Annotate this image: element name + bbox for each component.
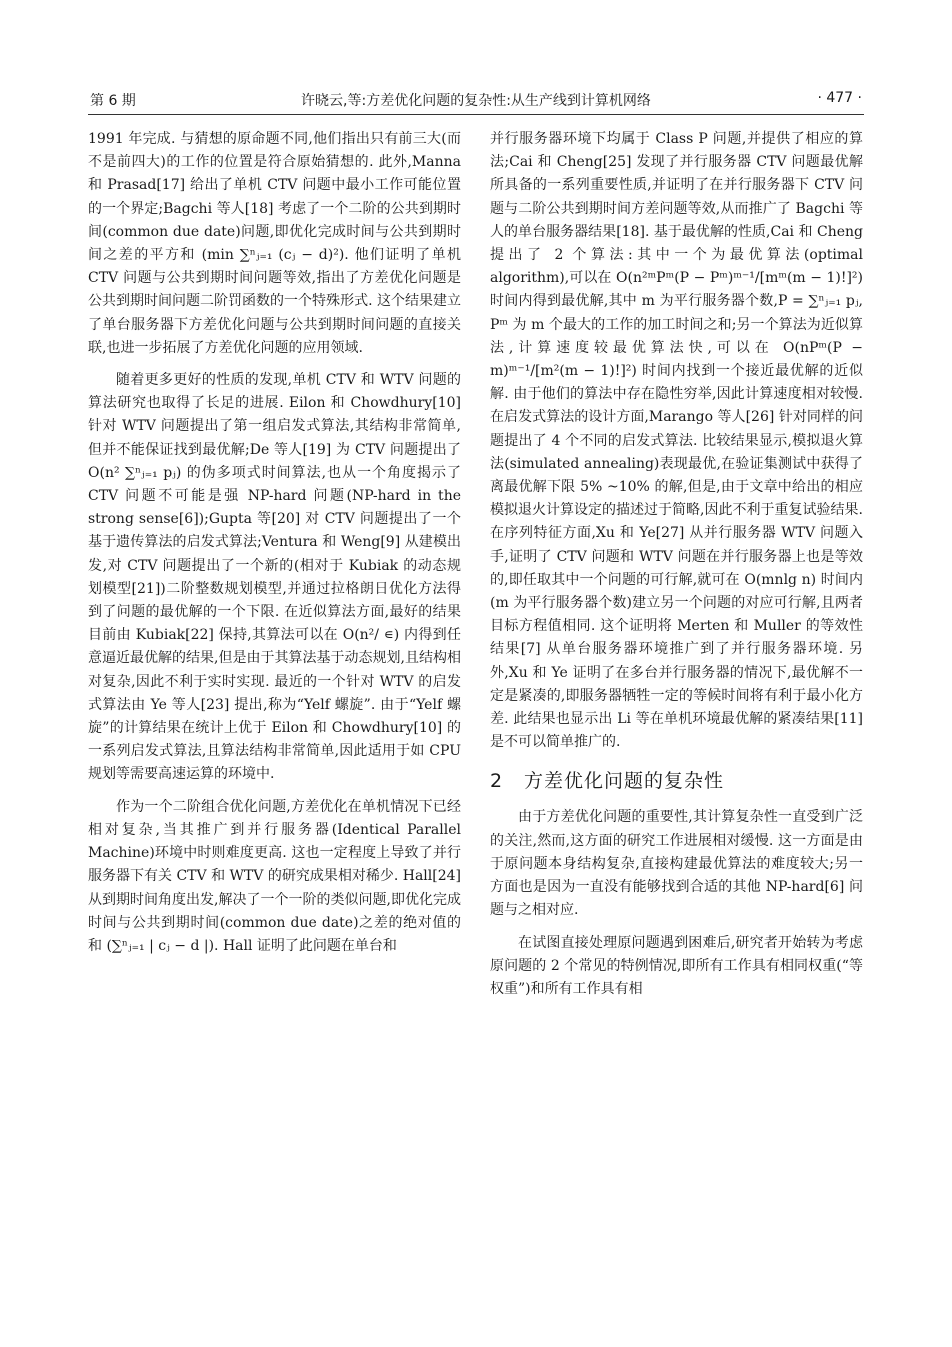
running-title: 许晓云,等:方差优化问题的复杂性:从生产线到计算机网络 bbox=[301, 93, 651, 109]
paragraph: 1991 年完成. 与猜想的原命题不同,他们指出只有前三大(而不是前四大)的工作的位置是符合原始猜想的. 此外,Manna 和 Prasad[17] 给出了单机 CTV 问题中最小工作可能位置的一个界定;Bagchi 等人[18] 考虑了一个二阶的公共到期时间(common due date)问题,即优化完成时间与公共到期时间之差的平方和 (min ∑ⁿⱼ₌₁ (cⱼ − d)²). 他们证明了单机 CTV 问题与公共到期时间问题等效,指出了方差优化问题是公共到期时间问题二阶罚函数的一个特殊形式. 这个结果建立了单台服务器下方差优化问题与公共到期时间问题的直接关联,也进一步拓展了方差优化问题的应用领域. bbox=[88, 131, 461, 356]
issue-number: 第 6 期 bbox=[90, 93, 136, 109]
paragraph: 并行服务器环境下均属于 Class P 问题,并提供了相应的算法;Cai 和 Cheng[25] 发现了并行服务器 CTV 问题最优解所具备的一系列重要性质,并证明了在并行服务器下 CTV 问题与二阶公共到期时间方差问题等效,从而推广了 Bagchi 等人的单台服务器结果[18]. 基于最优解的性质,Cai 和 Cheng 提出了 2 个算法:其中一个为最优算法(optimal algorithm),可以在 O(n²ᵐPᵐ(P − Pᵐ)ᵐ⁻¹/[mᵐ(m − 1)!]²) 时间内得到最优解,其中 m 为平行服务器个数,P = ∑ⁿⱼ₌₁ pⱼ, Pᵐ 为 m 个最大的工作的加工时间之和;另一个算法为近似算法,计算速度较最优算法快,可以在 O(nPᵐ(P − m)ᵐ⁻¹/[m²(m − 1)!]²) 时间内找到一个接近最优解的近似解. 由于他们的算法中存在隐性穷举,因此计算速度相对较慢. 在启发式算法的设计方面,Marango 等人[26] 针对同样的问题提出了 4 个不同的启发式算法. 比较结果显示,模拟退火算法(simulated annealing)表现最优,在验证集测试中获得了离最优解下限 5% ~10% 的解,但是,由于文章中给出的相应模拟退火计算设定的描述过于简略,因此不利于重复试验结果. 在序列特征方面,Xu 和 Ye[27] 从并行服务器 WTV 问题入手,证明了 CTV 问题和 WTV 问题在并行服务器上也是等效的,即任取其中一个问题的可行解,就可在 O(mnlg n) 时间内(m 为平行服务器个数)建立另一个问题的对应可行解,且两者目标方程值相同. 这个证明将 Merten 和 Muller 的等效性结果[7] 从单台服务器环境推广到了并行服务器环境. 另外,Xu 和 Ye 证明了在多台并行服务器的情况下,最优解不一定是紧凑的,即服务器牺牲一定的等候时间将有利于最小化方差. 此结果也显示出 Li 等在单机环境最优解的紧凑结果[11] 是不可以简单推广的. bbox=[490, 131, 863, 751]
section-title: 方差优化问题的复杂性 bbox=[524, 770, 725, 793]
page-number: · 477 · bbox=[817, 90, 862, 106]
left-column bbox=[88, 128, 461, 958]
paragraph: 随着更多更好的性质的发现,单机 CTV 和 WTV 问题的算法研究也取得了长足的进展. Eilon 和 Chowdhury[10] 针对 WTV 问题提出了第一组启发式算法,其结构非常简单,但并不能保证找到最优解;De 等人[19] 为 CTV 问题提出了 O(n² ∑ⁿⱼ₌₁ pⱼ) 的伪多项式时间算法,也从一个角度揭示了 CTV 问题不可能是强 NP-hard 问题(NP-hard in the strong sense[6]);Gupta 等[20] 对 CTV 问题提出了一个基于遗传算法的启发式算法;Ventura 和 Weng[9] 从建模出发,对 CTV 问题提出了一个新的(相对于 Kubiak 的动态规划模型[21])二阶整数规划模型,并通过拉格朗日优化方法得到了问题的最优解的一个下限. 在近似算法方面,最好的结果目前由 Kubiak[22] 保持,其算法可以在 O(n²/ ∊) 内得到任意逼近最优解的结果,但是由于其算法基于动态规划,且结构相对复杂,因此不利于实时实现. 最近的一个针对 WTV 的启发式算法由 Ye 等人[23] 提出,称为“Yelf 螺旋”. 由于“Yelf 螺旋”的计算结果在统计上优于 Eilon 和 Chowdhury[10] 的一系列启发式算法,且算法结构非常简单,因此适用于如 CPU 规划等需要高速运算的环境中. bbox=[88, 372, 461, 783]
section-number: 2 bbox=[490, 770, 504, 793]
paragraph: 在试图直接处理原问题遇到困难后,研究者开始转为考虑原问题的 2 个常见的特例情况,即所有工作具有相同权重(“等权重”)和所有工作具有相 bbox=[490, 934, 863, 997]
section-heading bbox=[490, 768, 863, 794]
paragraph: 由于方差优化问题的重要性,其计算复杂性一直受到广泛的关注,然而,这方面的研究工作进展相对缓慢. 这一方面是由于原问题本身结构复杂,直接构建最优算法的难度较大;另一方面也是因为一直没有能够找到合适的其他 NP-hard[6] 问题与之相对应. bbox=[490, 809, 863, 919]
running-header bbox=[88, 88, 864, 115]
right-column bbox=[490, 128, 863, 1001]
paragraph: 作为一个二阶组合优化问题,方差优化在单机情况下已经相对复杂,当其推广到并行服务器(Identical Parallel Machine)环境中时则难度更高. 这也一定程度上导致了并行服务器下有关 CTV 和 WTV 的研究成果相对稀少. Hall[24] 从到期时间角度出发,解决了一个一阶的类似问题,即优化完成时间与公共到期时间(common due date)之差的绝对值的和 (∑ⁿⱼ₌₁ | cⱼ − d |). Hall 证明了此问题在单台和 bbox=[88, 798, 461, 954]
